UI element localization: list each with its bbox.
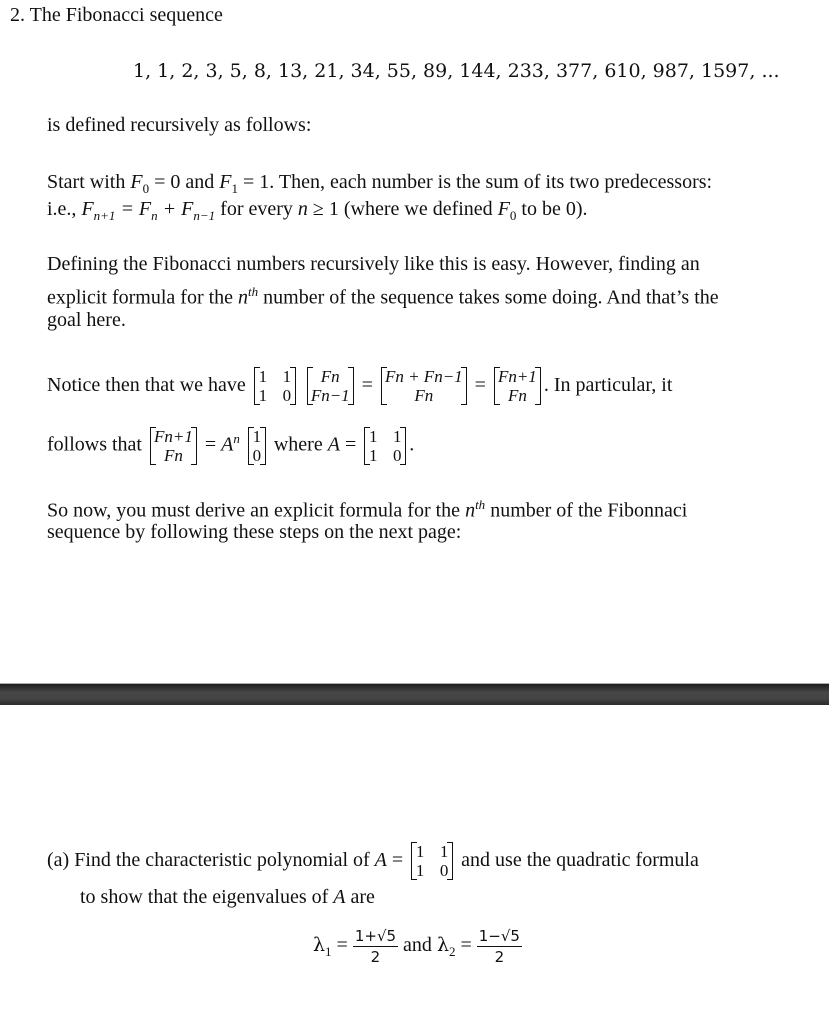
matrix-a: 1 1 1 0 xyxy=(254,367,296,405)
vector-fnp1: Fn+1 Fn xyxy=(494,367,541,405)
paragraph-defining-3: goal here. xyxy=(47,309,126,331)
question-a-line-2: to show that the eigenvalues of A are xyxy=(80,886,375,908)
paragraph-defined: is defined recursively as follows: xyxy=(47,114,312,136)
paragraph-start: Start with $F_0 = 0$ and $F_1 = 1$. Then, each number is the sum of its two predecessors: xyxy=(47,171,713,196)
paragraph-recurrence: i.e., $F_{n+1} = F_n + F_{n-1}$ for every n ≥ 1 (where we defined $F_0$ to be 0). xyxy=(47,198,588,223)
paragraph-so-now-1: So now, you must derive an explicit formula for the $n^{th}$ number of the Fibonnaci xyxy=(47,497,688,522)
fibonacci-sequence: 1, 1, 2, 3, 5, 8, 13, 21, 34, 55, 89, 144, 233, 377, 610, 987, 1597, ... xyxy=(133,60,780,82)
vector-sum: Fn + Fn−1 Fn xyxy=(381,367,467,405)
matrix-a: 1 1 1 0 xyxy=(364,427,406,465)
matrix-a: 1 1 1 0 xyxy=(411,842,453,880)
problem-heading: 2. The Fibonacci sequence xyxy=(10,4,223,26)
vector-fnp1: Fn+1 Fn xyxy=(150,427,197,465)
fraction-lambda2: $\frac{1-√5}{2}$ xyxy=(478,926,520,966)
page-break xyxy=(0,683,829,705)
paragraph-defining-2: explicit formula for the $n^{th}$ number of the sequence takes some doing. And that’s the xyxy=(47,284,719,309)
paragraph-follows: follows that Fn+1 Fn = $A^n$ 1 0 where A = 1 1 1 0 . xyxy=(47,427,415,466)
vector-10: 1 0 xyxy=(248,427,266,465)
paragraph-so-now-2: sequence by following these steps on the next page: xyxy=(47,521,462,543)
question-a-line-1: (a) Find the characteristic polynomial of A = 1 1 1 0 and use the quadratic formula xyxy=(47,842,699,881)
eigenvalues: $\lambda_1$ = $\frac{1+√5}{2}$ and $\lambda_2$ = $\frac{1-√5}{2}$ xyxy=(313,926,520,966)
vector-fn: Fn Fn−1 xyxy=(307,367,354,405)
paragraph-notice: Notice then that we have 1 1 1 0 Fn Fn−1 = Fn + Fn−1 Fn = Fn+1 Fn . In particular, it xyxy=(47,367,673,406)
paragraph-defining-1: Defining the Fibonacci numbers recursively like this is easy. However, finding an xyxy=(47,253,700,275)
fraction-lambda1: $\frac{1+√5}{2}$ xyxy=(354,926,397,966)
